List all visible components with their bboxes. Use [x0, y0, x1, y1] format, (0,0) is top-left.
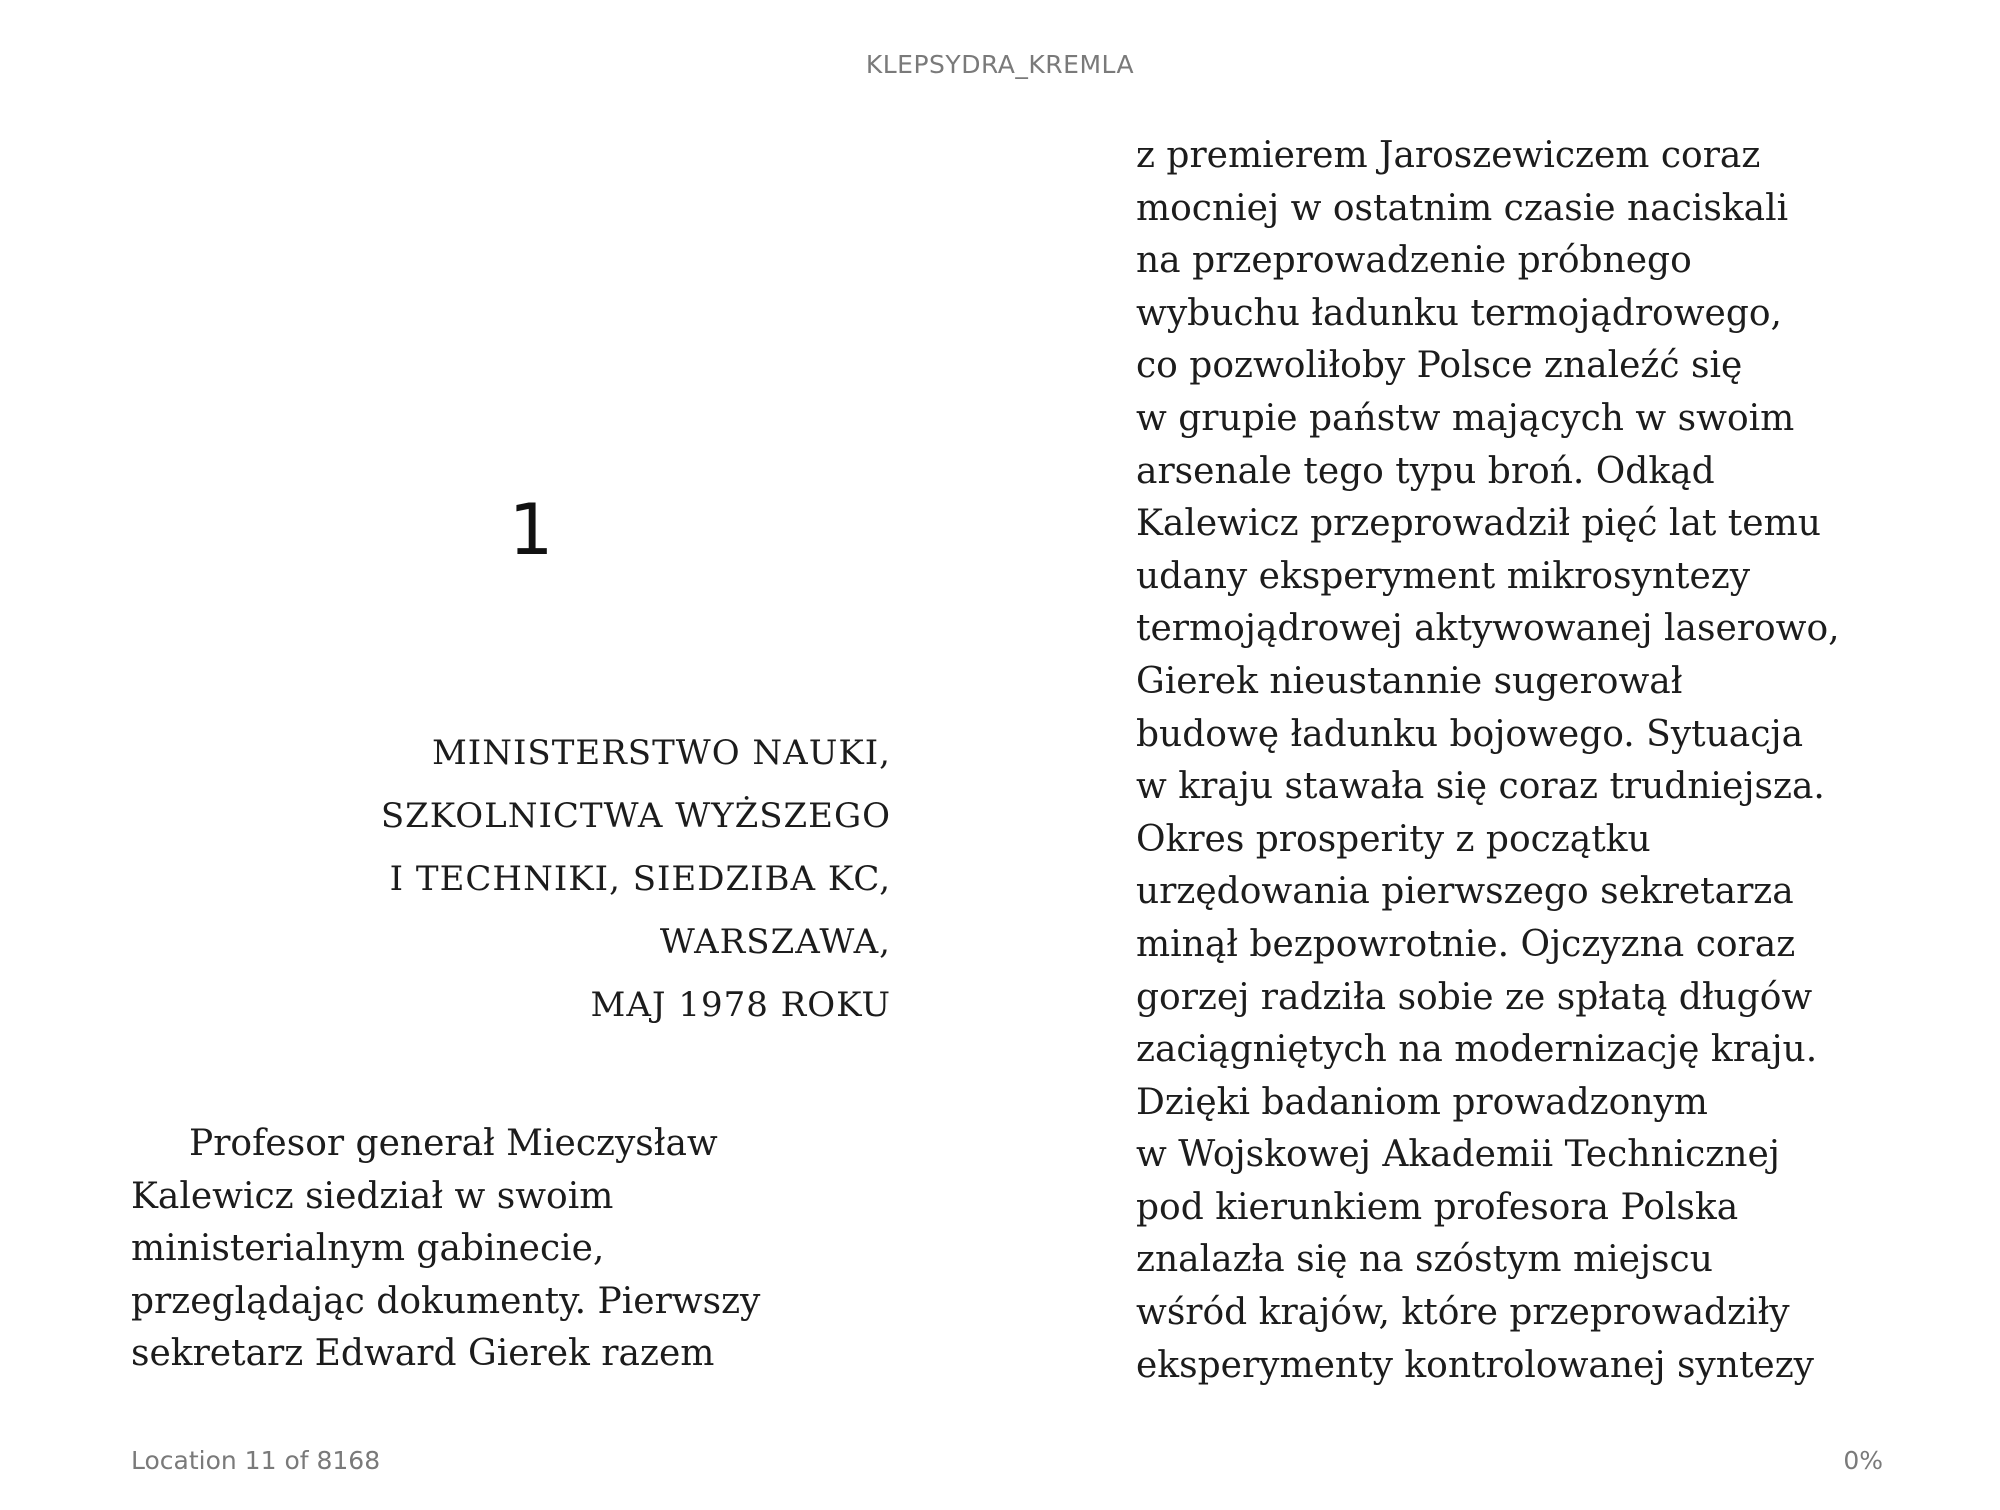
right-page-text — [1136, 130, 1916, 1392]
text-line: w Wojskowej Akademii Technicznej — [1136, 1134, 1780, 1176]
book-title: KLEPSYDRA_KREMLA — [865, 50, 1135, 79]
text-line: w grupie państw mających w swoim — [1136, 397, 1795, 439]
text-line: Gierek nieustannie sugerował — [1136, 660, 1683, 702]
left-page — [131, 0, 891, 1440]
text-line: budowę ładunku bojowego. Sytuacja — [1136, 713, 1804, 755]
text-line: eksperymenty kontrolowanej syntezy — [1136, 1344, 1815, 1386]
chapter-heading-line: I TECHNIKI, SIEDZIBA KC, — [389, 859, 891, 899]
chapter-heading-line: WARSZAWA, — [659, 922, 891, 962]
text-line: urzędowania pierwszego sekretarza — [1136, 871, 1794, 913]
text-line: Dzięki badaniom prowadzonym — [1136, 1081, 1708, 1123]
chapter-heading-line: MAJ 1978 ROKU — [590, 985, 891, 1025]
text-line: wybuchu ładunku termojądrowego, — [1136, 292, 1782, 334]
chapter-number: 1 — [508, 489, 554, 571]
text-line: Profesor generał Mieczysław — [189, 1123, 718, 1164]
progress-percent: 0% — [1843, 1446, 1883, 1475]
text-line: minął bezpowrotnie. Ojczyzna coraz — [1136, 923, 1796, 965]
text-line: sekretarz Edward Gierek razem — [131, 1333, 715, 1375]
location-indicator[interactable]: Location 11 of 8168 — [131, 1446, 381, 1475]
left-page-text — [131, 1118, 891, 1381]
text-line: co pozwoliłoby Polsce znaleźć się — [1136, 345, 1743, 387]
chapter-heading-line: SZKOLNICTWA WYŻSZEGO — [380, 796, 891, 836]
text-line: wśród krajów, które przeprowadziły — [1136, 1292, 1790, 1334]
text-line: udany eksperyment mikrosyntezy — [1136, 555, 1751, 597]
text-line: Kalewicz przeprowadził pięć lat temu — [1136, 503, 1821, 545]
text-line: w kraju stawała się coraz trudniejsza. — [1136, 766, 1825, 808]
text-line: gorzej radziła sobie ze spłatą długów — [1136, 976, 1813, 1018]
text-line: arsenale tego typu broń. Odkąd — [1136, 450, 1715, 492]
text-line: termojądrowej aktywowanej laserowo, — [1136, 608, 1840, 650]
chapter-heading — [131, 722, 891, 1037]
text-line: z premierem Jaroszewiczem coraz — [1136, 135, 1761, 176]
text-line: Kalewicz siedział w swoim — [131, 1175, 614, 1217]
chapter-heading-line: MINISTERSTWO NAUKI, — [431, 733, 891, 773]
text-line: mocniej w ostatnim czasie naciskali — [1136, 187, 1789, 229]
text-line: znalazła się na szóstym miejscu — [1136, 1239, 1713, 1281]
right-page — [1136, 0, 1916, 1440]
text-line: zaciągniętych na modernizację kraju. — [1136, 1029, 1818, 1071]
text-line: przeglądając dokumenty. Pierwszy — [131, 1280, 761, 1322]
text-line: pod kierunkiem profesora Polska — [1136, 1186, 1739, 1228]
text-line: Okres prosperity z początku — [1136, 818, 1651, 860]
text-line: na przeprowadzenie próbnego — [1136, 240, 1692, 282]
text-line: ministerialnym gabinecie, — [131, 1228, 605, 1270]
